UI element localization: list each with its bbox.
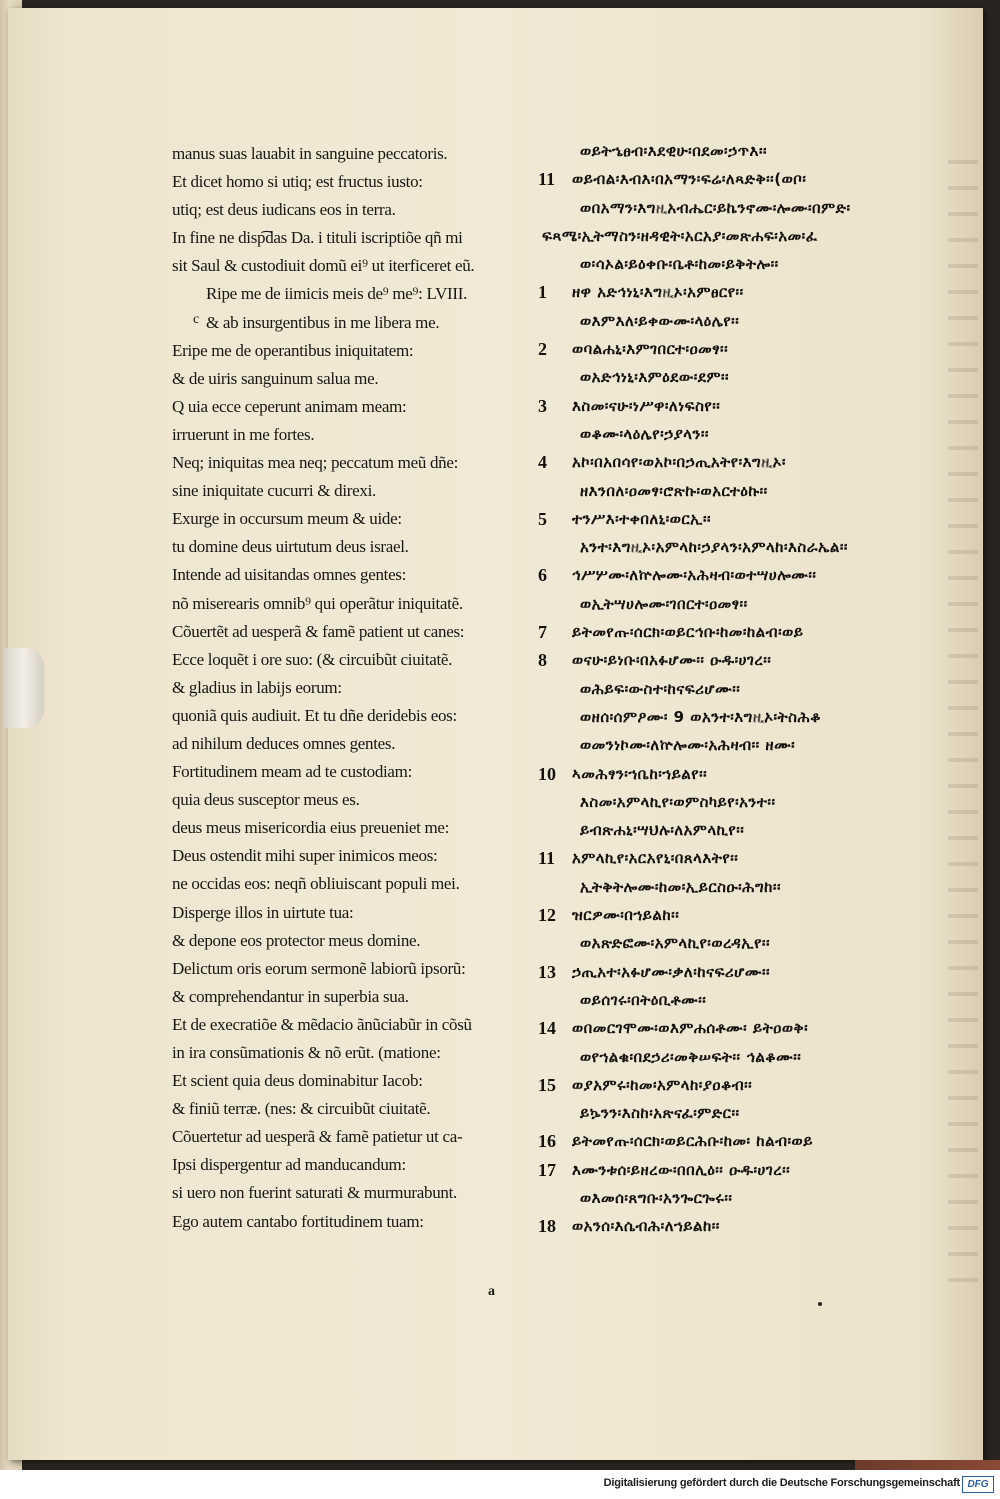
ethiopic-line — [532, 1014, 982, 1042]
latin-line: ad nihilum deduces omnes gentes. — [172, 733, 396, 753]
latin-line: si uero non fuerint saturati & murmurabunt. — [172, 1183, 458, 1203]
verse-number: 7 — [538, 622, 547, 643]
latin-line: Intende ad uisitandas omnes gentes: — [172, 565, 407, 585]
verse-number: 18 — [538, 1216, 556, 1237]
ethiopic-line — [532, 335, 982, 363]
ethiopic-line — [532, 165, 982, 193]
latin-line: deus meus misericordia eius preueniet me: — [172, 818, 450, 838]
latin-line: Delictum oris eorum sermonẽ labiorũ ipsorũ: — [172, 958, 466, 978]
ethiopic-line — [532, 1043, 982, 1071]
ethiopic-text: ተንሥእ፡ተቀበለኒ፡ወርኢ፡፡ — [572, 509, 712, 528]
ethiopic-text: ወይሰገሩ፡በትዕቢቶሙ፡፡ — [580, 990, 707, 1009]
ethiopic-line — [532, 1099, 982, 1127]
latin-line: irruerunt in me fortes. — [172, 424, 315, 444]
ethiopic-line — [532, 533, 982, 561]
ethiopic-line — [532, 250, 982, 278]
ethiopic-line — [532, 986, 982, 1014]
latin-line: Disperge illos in uirtute tua: — [172, 902, 354, 922]
ethiopic-text: ወበመርገሞሙ፡ወእምሐሰቶሙ፡ ይትዐወቅ፡ — [572, 1019, 809, 1038]
ethiopic-text: አንተ፡እግዚኦ፡አምላከ፡ኃያላን፡አምላከ፡እስራኤል፡፡ — [580, 538, 848, 557]
footer-bar — [0, 1470, 1000, 1499]
ethiopic-text: እስመ፡አምላኪየ፡ወምስካይየ፡አንተ፡፡ — [580, 792, 776, 811]
latin-line: & de uiris sanguinum salua me. — [172, 368, 379, 388]
latin-line: Q uia ecce ceperunt animam meam: — [172, 396, 407, 416]
latin-line: Exurge in occursum meum & uide: — [172, 509, 402, 529]
verse-number: 17 — [538, 1159, 556, 1180]
verse-number: 3 — [538, 395, 547, 416]
ethiopic-text: ወባልሐኒ፡እምገበርተ፡ዐመፃ፡፡ — [572, 340, 729, 359]
ethiopic-line — [532, 816, 982, 844]
ethiopic-text: አምላኪየ፡አርአየኒ፡በጸላእትየ፡፡ — [572, 849, 739, 868]
latin-line: ne occidas eos: neqñ obliuiscant populi mei. — [172, 874, 460, 894]
latin-line: Eripe me de operantibus iniquitatem: — [172, 340, 414, 360]
ethiopic-line — [532, 731, 982, 759]
latin-line: & ab insurgentibus in me libera me. — [206, 312, 440, 332]
ethiopic-text: ወአጽድፎሙ፡አምላኪየ፡ወረዳኢየ፡፡ — [580, 934, 771, 953]
latin-line: nõ miserearis omnib⁹ qui operãtur iniquitatẽ. — [172, 593, 463, 613]
latin-line: Et scient quia deus dominabitur Iacob: — [172, 1071, 423, 1091]
ethiopic-line — [532, 137, 982, 165]
verse-number: 11 — [538, 848, 556, 869]
ethiopic-text: ወአድኅነኒ፡እምዕደው፡ደም፡፡ — [580, 368, 730, 387]
ethiopic-text: ወቆሙ፡ላዕሌየ፡ኃያላን፡፡ — [580, 424, 709, 443]
ethiopic-line — [532, 1127, 982, 1155]
latin-line: sine iniquitate cucurri & direxi. — [172, 481, 376, 501]
ethiopic-text: ወእምእለ፡ይቀውሙ፡ላዕሌየ፡፡ — [580, 311, 740, 330]
ethiopic-text: ዘእንበለ፡ዐመፃ፡ሮጽኩ፡ወአርተዕኩ፡፡ — [580, 481, 768, 500]
ethiopic-line — [532, 420, 982, 448]
latin-line: & finiũ terræ. (nes: & circuibũt ciuitatẽ. — [172, 1099, 431, 1119]
latin-line: Ego autem cantabo fortitudinem tuam: — [172, 1211, 424, 1231]
ethiopic-line — [532, 675, 982, 703]
ethiopic-line — [532, 703, 982, 731]
verse-number: 2 — [538, 339, 547, 360]
verse-number: 13 — [538, 961, 556, 982]
ethiopic-text: ወሕይፍ፡ውስተ፡ከናፍሪሆሙ፡፡ — [580, 679, 741, 698]
footer-credit: Digitalisierung gefördert durch die Deutsche Forschungsgemeinschaft — [603, 1477, 960, 1489]
ethiopic-text: አኮ፡በአበሳየ፡ወአኮ፡በኃጢአትየ፡እግዚኦ፡ — [572, 453, 786, 472]
verse-number: 16 — [538, 1131, 556, 1152]
ethiopic-text: ይትመየጡ፡ሰርክ፡ወይርሕቡ፡ከመ፡ ከልብ፡ወይ — [572, 1132, 813, 1151]
verse-number: 11 — [538, 169, 556, 190]
verse-number: 1 — [538, 282, 547, 303]
latin-line: Ipsi dispergentur ad manducandum: — [172, 1155, 406, 1175]
ethiopic-line — [532, 448, 982, 476]
ethiopic-line — [532, 618, 982, 646]
ethiopic-text: ይትመየጡ፡ሰርክ፡ወይርኅቡ፡ከመ፡ከልብ፡ወይ — [572, 623, 804, 642]
latin-line: quia deus susceptor meus es. — [172, 790, 360, 810]
verse-number: 14 — [538, 1018, 556, 1039]
ethiopic-text: ወመንነኮሙ፡ለኵሎሙ፡አሕዛብ፡፡ ዘሙ፡ — [580, 736, 796, 755]
ethiopic-text: ይኴንን፡እስከ፡አጽናፈ፡ምድር፡፡ — [580, 1104, 740, 1123]
ethiopic-text: ወበአማን፡እግዚአብሔር፡ይኬንኖሙ፡ሎሙ፡በምድ፡ — [580, 198, 851, 217]
verse-number: 5 — [538, 508, 547, 529]
ethiopic-text: ወኢትሣሀሎሙ፡ገበርተ፡ዐመፃ፡፡ — [580, 594, 748, 613]
ethiopic-line — [532, 307, 982, 335]
ethiopic-text: ወአንሰ፡እሴብሕ፡ለኀይልከ፡፡ — [572, 1217, 720, 1236]
ink-dot — [818, 1302, 822, 1306]
ethiopic-line — [532, 1071, 982, 1099]
ethiopic-line — [532, 788, 982, 816]
ethiopic-text: ይብጽሐኒ፡ሣህሉ፡ለአምላኪየ፡፡ — [580, 821, 745, 840]
latin-line: In fine ne disp͡das Da. i tituli iscriptiõe qñ mi — [172, 228, 463, 248]
verse-number: 10 — [538, 763, 556, 784]
ethiopic-line — [532, 929, 982, 957]
latin-line: manus suas lauabit in sanguine peccatoris. — [172, 144, 448, 163]
ethiopic-text: ወይብል፡እብእ፡በአማን፡ፍሬ፡ለጻድቅ፡፡(ወቦ፡ — [572, 170, 807, 189]
ethiopic-line — [532, 590, 982, 618]
latin-line: Et de execratiõe & mẽdacio ãnũciabũr in cõsũ — [172, 1014, 472, 1034]
latin-line: Et dicet homo si utiq; est fructus iusto: — [172, 172, 423, 192]
latin-line: & depone eos protector meus domine. — [172, 930, 421, 950]
ethiopic-line — [532, 646, 982, 674]
ethiopic-line — [532, 222, 982, 250]
latin-line: Cõuertetur ad uesperã & famẽ patietur ut ca- — [172, 1127, 463, 1147]
ethiopic-line — [532, 392, 982, 420]
ethiopic-text: ፍጻሜ፡ኢትማስን፡ዘዳዊት፡አርአያ፡መጽሐፍ፡አመ፡ፈ — [542, 226, 818, 245]
ethiopic-text: ዘዋ አድኅነኒ፡እግዚኦ፡አምፀርየ፡፡ — [572, 283, 744, 302]
latin-line: Ecce loquẽt i ore suo: (& circuibũt ciuitatẽ. — [172, 649, 453, 669]
ethiopic-line — [532, 901, 982, 929]
latin-line: Cõuertẽt ad uesperã & famẽ patient ut canes: — [172, 621, 465, 641]
ethiopic-text: እሙንቱሰ፡ይዘረው፡በበሊዕ፡፡ ዑዱ፡ሀገረ፡፡ — [572, 1160, 791, 1179]
ethiopic-text: ዝርዎሙ፡በኀይልከ፡፡ — [572, 906, 680, 925]
latin-column — [172, 140, 532, 1236]
ethiopic-text: ወዘሰ፡ሰምዖሙ፡ 9 ወአንተ፡እግዚኦ፡ትስሕቆ — [580, 707, 822, 726]
latin-line: & comprehendantur in superbia sua. — [172, 986, 409, 1006]
ethiopic-line — [532, 958, 982, 986]
verse-number: 4 — [538, 452, 547, 473]
latin-line: utiq; est deus iudicans eos in terra. — [172, 200, 396, 220]
dfg-logo: DFG — [962, 1476, 994, 1493]
ethiopic-line — [532, 363, 982, 391]
latin-line: Neq; iniquitas mea neq; peccatum meũ dñe: — [172, 453, 459, 473]
ethiopic-line — [532, 760, 982, 788]
ethiopic-text: እስመ፡ናሁ፡ነሥዋ፡ለነፍስየ፡፡ — [572, 396, 721, 415]
latin-line: in ira consũmationis & nõ erũt. (matione: — [172, 1043, 441, 1062]
latin-line: Deus ostendit mihi super inimicos meos: — [172, 846, 438, 866]
ethiopic-text: ኣመሕፃን፡ኀቤከ፡ኀይልየ፡፡ — [572, 764, 708, 783]
ethiopic-text: ኃጢአተ፡አፉሆሙ፡ቃለ፡ከናፍሪሆሙ፡፡ — [572, 962, 771, 981]
ethiopic-line — [532, 194, 982, 222]
ethiopic-text: ወናሁ፡ይነቡ፡በአፉሆሙ፡፡ ዑዱ፡ሀገረ፡፡ — [572, 651, 772, 670]
margin-letter: c — [193, 312, 200, 327]
ethiopic-line — [532, 505, 982, 533]
verse-number: 12 — [538, 905, 556, 926]
latin-line: sit Saul & custodiuit domũ ei⁹ ut iterficeret eũ. — [172, 256, 475, 276]
ethiopic-text: ኢትቅትሎሙ፡ከመ፡ኢይርስዑ፡ሕግከ፡፡ — [580, 877, 781, 896]
catchword: a — [488, 1284, 495, 1299]
latin-line: Ripe me de iimicis meis de⁹ me⁹: LVIII. — [206, 284, 468, 304]
verse-number: 15 — [538, 1074, 556, 1095]
ethiopic-text: ወየኀልቁ፡በደኃሪ፡መቅሠፍት፡፡ ኅልቆሙ፡፡ — [580, 1047, 802, 1066]
ethiopic-line — [532, 1212, 982, 1240]
ethiopic-line — [532, 844, 982, 872]
ethiopic-line — [532, 873, 982, 901]
ethiopic-text: ወ፡ሳኦል፡ይዕቀቡ፡ቤቶ፡ከመ፡ይቅትሎ፡፡ — [580, 255, 779, 274]
ethiopic-text: ወእመሰ፡ጸግቡ፡አንጐርጐሩ፡፡ — [580, 1188, 733, 1207]
verse-number: 6 — [538, 565, 547, 586]
latin-line: Fortitudinem meam ad te custodiam: — [172, 762, 413, 782]
ethiopic-line — [532, 477, 982, 505]
page-clip — [4, 648, 44, 728]
ethiopic-text: ኅሥሦሙ፡ለኵሎሙ፡አሕዛብ፡ወተሣሀሎሙ፡፡ — [572, 566, 817, 585]
ethiopic-line — [532, 1156, 982, 1184]
ethiopic-line — [532, 278, 982, 306]
ethiopic-line — [532, 1184, 982, 1212]
verse-number: 8 — [538, 650, 547, 671]
ethiopic-column — [532, 137, 982, 1241]
latin-line: & gladius in labijs eorum: — [172, 677, 342, 697]
latin-line: quoniã quis audiuit. Et tu dñe deridebis eos: — [172, 705, 457, 725]
ethiopic-line — [532, 561, 982, 589]
latin-line: tu domine deus uirtutum deus israel. — [172, 537, 409, 557]
ethiopic-text: ወይትኄፀብ፡እደዊሁ፡በደመ፡ኃጥእ፡፡ — [580, 142, 768, 160]
ethiopic-text: ወያአምሩ፡ከመ፡አምላከ፡ያዐቆብ፡፡ — [572, 1075, 753, 1094]
